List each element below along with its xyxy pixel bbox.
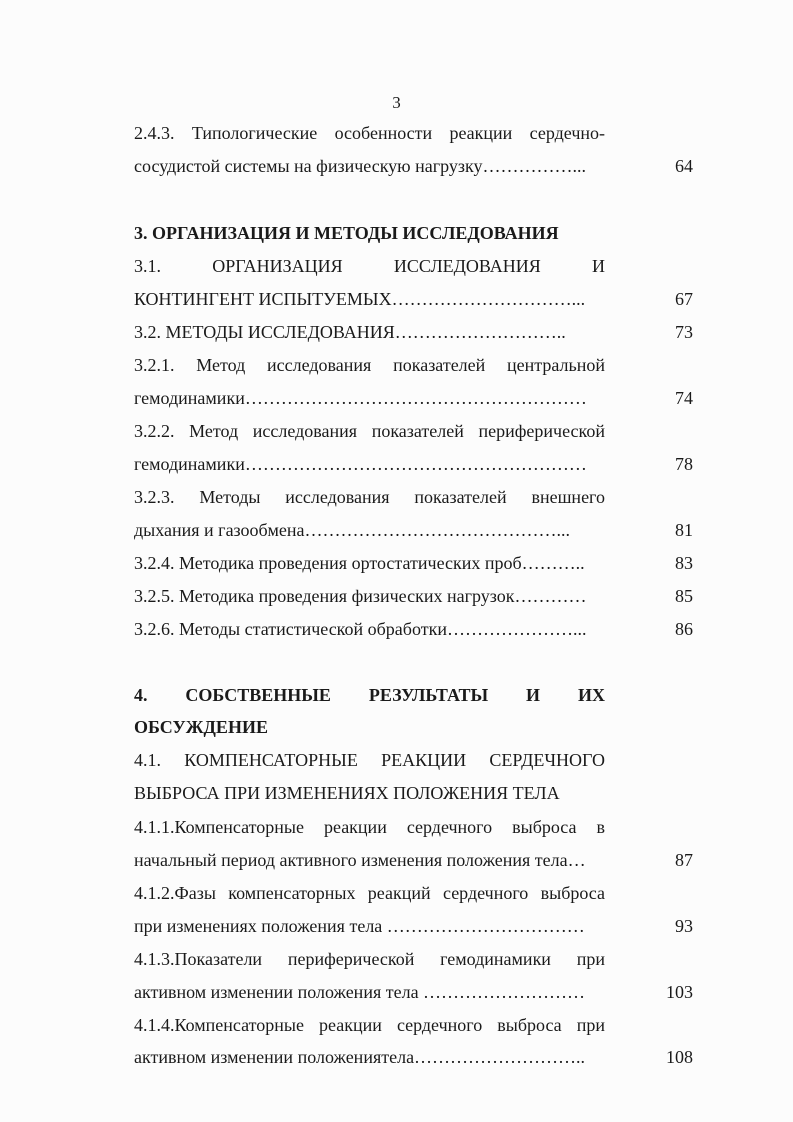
toc-entry-line: 3.2.6. Методы статистической обработки…………………... (134, 619, 587, 639)
page-number: 3 (392, 93, 401, 112)
toc-entry-line: 4.1.1.Компенсаторные реакции сердечного выброса в (134, 817, 605, 837)
toc-entry-line: 3.2. МЕТОДЫ ИССЛЕДОВАНИЯ……………………….. (134, 322, 566, 342)
toc-page-number: 73 (675, 322, 693, 342)
toc-entry-line: активном изменении положения тела ……………………… (134, 982, 586, 1002)
toc-entry-line: 3.2.4. Методика проведения ортостатических проб……….. (134, 553, 585, 573)
toc-page-number: 87 (675, 850, 693, 870)
toc-page-number: 103 (666, 982, 693, 1002)
toc-page-number: 85 (675, 586, 693, 606)
section-heading-3: 3. ОРГАНИЗАЦИЯ И МЕТОДЫ ИССЛЕДОВАНИЯ (134, 223, 559, 243)
toc-entry-line: 4.1. КОМПЕНСАТОРНЫЕ РЕАКЦИИ СЕРДЕЧНОГО (134, 750, 605, 770)
toc-entry-line: 3.2.1. Метод исследования показателей центральной (134, 355, 605, 375)
toc-page-number: 64 (675, 156, 693, 176)
toc-page-number: 78 (675, 454, 693, 474)
toc-page-number: 93 (675, 916, 693, 936)
toc-entry-line: при изменениях положения тела …………………………… (134, 916, 585, 936)
toc-page-number: 83 (675, 553, 693, 573)
toc-entry-line: 4.1.3.Показатели периферической гемодинамики при (134, 949, 605, 969)
toc-entry-line: ВЫБРОСА ПРИ ИЗМЕНЕНИЯХ ПОЛОЖЕНИЯ ТЕЛА (134, 783, 560, 803)
toc-entry-line: начальный период активного изменения положения тела… (134, 850, 586, 870)
section-heading-line: 4. СОБСТВЕННЫЕ РЕЗУЛЬТАТЫ И ИХ (134, 685, 605, 705)
toc-entry-line: 4.1.4.Компенсаторные реакции сердечного выброса при (134, 1015, 605, 1035)
toc-entry-line: дыхания и газообмена……………………………………... (134, 520, 571, 540)
toc-page-number: 108 (666, 1047, 693, 1067)
toc-page-number: 81 (675, 520, 693, 540)
toc-entry-line: 3.2.2. Метод исследования показателей периферической (134, 421, 605, 441)
toc-entry-line: гемодинамики………………………………………………… (134, 454, 587, 474)
toc-entry-line: 4.1.2.Фазы компенсаторных реакций сердечного выброса (134, 883, 605, 903)
toc-entry-line: активном изменении положениятела……………………….. (134, 1047, 586, 1067)
toc-page-number: 67 (675, 289, 693, 309)
toc-entry-line: КОНТИНГЕНТ ИСПЫТУЕМЫХ…………………………... (134, 289, 586, 309)
toc-entry-line: сосудистой системы на физическую нагрузку……………... (134, 156, 586, 176)
toc-entry-line: 3.1. ОРГАНИЗАЦИЯ ИССЛЕДОВАНИЯ И (134, 256, 605, 276)
section-heading-line: ОБСУЖДЕНИЕ (134, 717, 268, 737)
toc-entry-line: гемодинамики………………………………………………… (134, 388, 587, 408)
toc-entry-line: 2.4.3. Типологические особенности реакции сердечно- (134, 123, 605, 143)
toc-page-number: 74 (675, 388, 693, 408)
toc-entry-line: 3.2.5. Методика проведения физических нагрузок………… (134, 586, 587, 606)
toc-entry-line: 3.2.3. Методы исследования показателей внешнего (134, 487, 605, 507)
toc-page-number: 86 (675, 619, 693, 639)
